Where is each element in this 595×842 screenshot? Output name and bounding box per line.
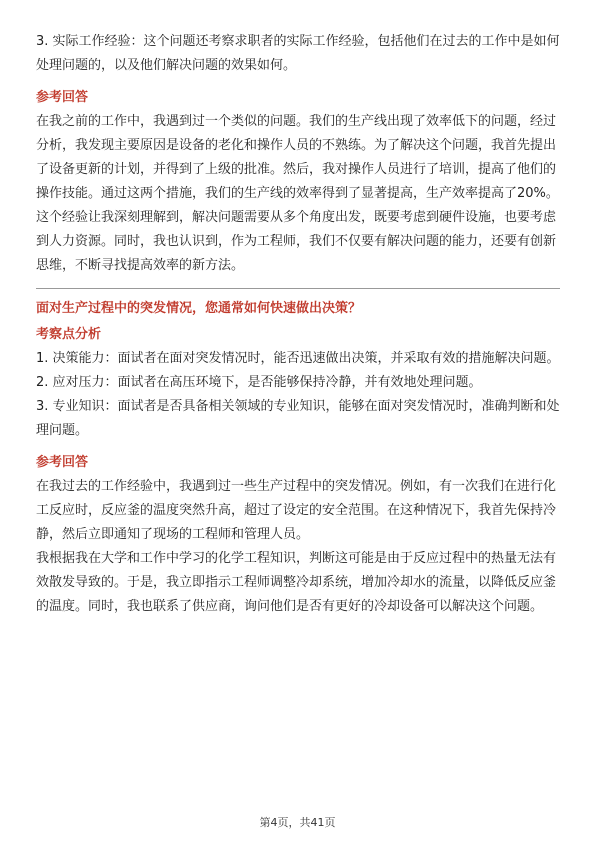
answer-paragraph: 在我之前的工作中，我遇到过一个类似的问题。我们的生产线出现了效率低下的问题，经过分析，我发现主要原因是设备的老化和操作人员的不熟练。为了解决这个问题，我首先提出了设备更新的计划，并得到了上级的批准。然后，我对操作人员进行了培训，提高了他们的操作技能。通过这两个措施，我们的生产线的效率得到了显著提高，生产效率提高了20%。这个经验让我深刻理解到，解决问题需要从多个角度出发，既要考虑到硬件设施，也要考虑到人力资源。同时，我也认识到，作为工程师，我们不仅要有解决问题的能力，还要有创新思维，不断寻找提高效率的新方法。 bbox=[36, 114, 559, 273]
answer-heading: 参考回答 bbox=[36, 90, 89, 105]
analysis-point-3: 3. 专业知识：面试者是否具备相关领域的专业知识，能够在面对突发情况时，准确判断和处理问题。 bbox=[36, 399, 560, 438]
page-content bbox=[36, 30, 560, 619]
section-divider bbox=[36, 288, 560, 289]
analysis-point-1: 1. 决策能力：面试者在面对突发情况时，能否迅速做出决策，并采取有效的措施解决问题。 bbox=[36, 351, 560, 366]
exam-point-3: 3. 实际工作经验：这个问题还考察求职者的实际工作经验，包括他们在过去的工作中是如何处理问题的，以及他们解决问题的效果如何。 bbox=[36, 34, 560, 73]
question-title: 面对生产过程中的突发情况，您通常如何快速做出决策？ bbox=[36, 301, 362, 316]
answer-paragraph-2: 我根据我在大学和工作中学习的化学工程知识，判断这可能是由于反应过程中的热量无法有效散发导致的。于是，我立即指示工程师调整冷却系统，增加冷却水的流量，以降低反应釜的温度。同时，我也联系了供应商，询问他们是否有更好的冷却设备可以解决这个问题。 bbox=[36, 551, 557, 614]
answer-heading-2: 参考回答 bbox=[36, 455, 89, 470]
answer-paragraph-1: 在我过去的工作经验中，我遇到过一些生产过程中的突发情况。例如，有一次我们在进行化工反应时，反应釜的温度突然升高，超过了设定的安全范围。在这种情况下，我首先保持冷静，然后立即通知了现场的工程师和管理人员。 bbox=[36, 479, 557, 542]
analysis-heading: 考察点分析 bbox=[36, 327, 102, 342]
page-number: 第4页，共41页 bbox=[259, 816, 336, 829]
analysis-point-2: 2. 应对压力：面试者在高压环境下，是否能够保持冷静，并有效地处理问题。 bbox=[36, 375, 482, 390]
